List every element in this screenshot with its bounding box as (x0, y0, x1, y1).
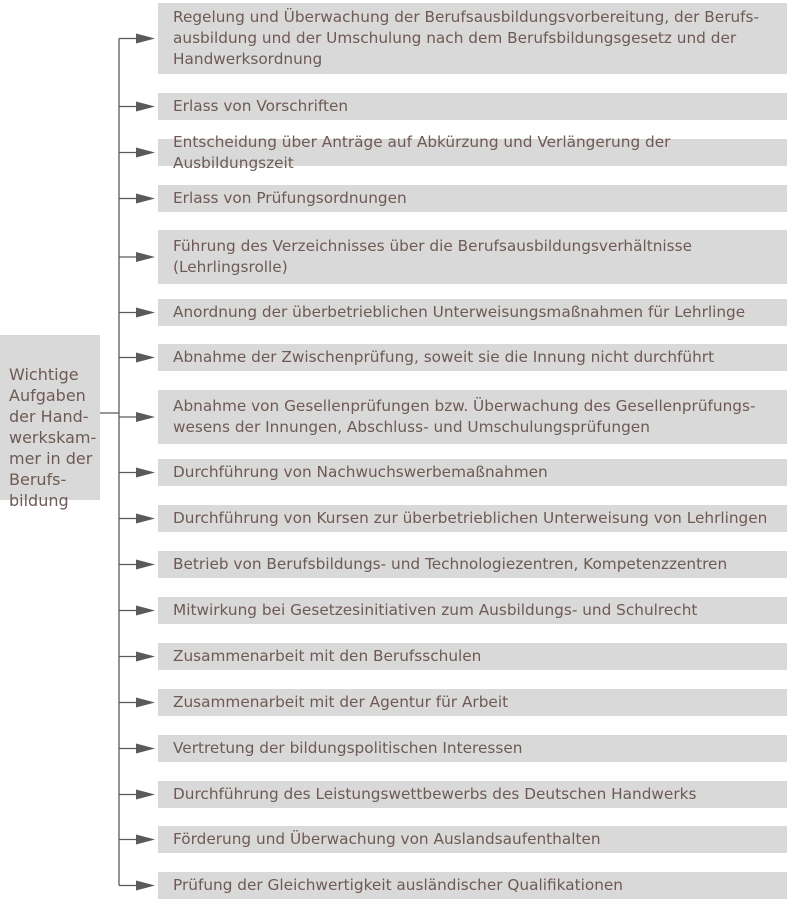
task-box (158, 390, 787, 444)
task-label: Erlass von Vorschriften (173, 97, 349, 115)
task-box (158, 872, 787, 899)
task-box (158, 344, 787, 371)
task-box (158, 3, 787, 74)
task-box (158, 689, 787, 716)
task-label: Regelung und Überwachung der Berufsausbildungsvorbereitung, der Berufs- ausbildung und der Umschulung nach dem Berufsbildungsgesetz und der Handwerksordnung (173, 8, 760, 68)
task-label: Betrieb von Berufsbildungs- und Technologiezentren, Kompetenzzentren (173, 555, 728, 573)
task-label: Zusammenarbeit mit den Berufsschulen (173, 647, 482, 665)
task-label: Mitwirkung bei Gesetzesinitiativen zum Ausbildungs- und Schulrecht (173, 601, 698, 619)
arrowhead-icon (136, 148, 155, 158)
arrowhead-icon (136, 353, 155, 363)
task-box (158, 230, 787, 284)
task-label: Entscheidung über Anträge auf Abkürzung und Verlängerung der Ausbildungszeit (173, 132, 671, 172)
task-box (158, 93, 787, 120)
root-topic-label: Wichtige Aufgaben der Hand- werkskam- mer in der Berufs- bildung (9, 365, 97, 510)
arrowhead-icon (136, 560, 155, 570)
task-box (158, 299, 787, 326)
arrowhead-icon (136, 835, 155, 845)
task-box (158, 551, 787, 578)
task-box (158, 643, 787, 670)
task-label: Prüfung der Gleichwertigkeit ausländischer Qualifikationen (173, 876, 624, 894)
arrowhead-icon (136, 652, 155, 662)
task-box (158, 735, 787, 762)
task-label: Abnahme der Zwischenprüfung, soweit sie die Innung nicht durchführt (173, 348, 715, 366)
arrowhead-icon (136, 514, 155, 524)
task-label: Durchführung von Kursen zur überbetrieblichen Unterweisung von Lehrlingen (173, 509, 768, 527)
task-label: Zusammenarbeit mit der Agentur für Arbeit (173, 693, 509, 711)
task-label: Durchführung von Nachwuchswerbemaßnahmen (173, 463, 548, 481)
task-label: Abnahme von Gesellenprüfungen bzw. Überwachung des Gesellenprüfungs- wesens der Innungen, Abschluss- und Umschulungsprüfungen (173, 397, 756, 436)
task-box (158, 459, 787, 486)
task-label: Führung des Verzeichnisses über die Berufsausbildungsverhältnisse (Lehrlingsrolle) (173, 237, 693, 276)
arrowhead-icon (136, 412, 155, 422)
arrowhead-icon (136, 252, 155, 262)
arrowhead-icon (136, 881, 155, 891)
arrowhead-icon (136, 744, 155, 754)
task-box (158, 505, 787, 532)
task-label: Vertretung der bildungspolitischen Interessen (173, 739, 523, 757)
task-box (158, 597, 787, 624)
task-box (158, 185, 787, 212)
arrowhead-icon (136, 194, 155, 204)
arrowhead-icon (136, 698, 155, 708)
task-label: Erlass von Prüfungsordnungen (173, 189, 407, 207)
arrowhead-icon (136, 34, 155, 44)
arrowhead-icon (136, 790, 155, 800)
task-box (158, 781, 787, 808)
task-label: Anordnung der überbetrieblichen Unterweisungsmaßnahmen für Lehrlinge (173, 303, 746, 321)
task-label: Durchführung des Leistungswettbewerbs des Deutschen Handwerks (173, 785, 697, 803)
task-box (158, 826, 787, 853)
task-label: Förderung und Überwachung von Auslandsaufenthalten (173, 830, 601, 848)
arrowhead-icon (136, 102, 155, 112)
task-box (158, 132, 787, 172)
arrowhead-icon (136, 606, 155, 616)
arrowhead-icon (136, 468, 155, 478)
arrowhead-icon (136, 308, 155, 318)
